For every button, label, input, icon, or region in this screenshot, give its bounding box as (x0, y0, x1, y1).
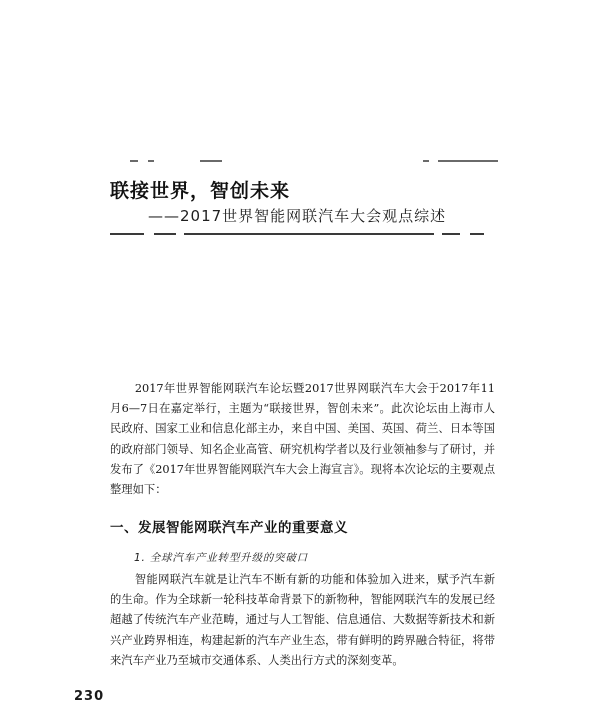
article-subtitle: ——2017世界智能网联汽车大会观点综述 (148, 207, 447, 225)
subsection-paragraph: 智能网联汽车就是让汽车不断有新的功能和体验加入进来，赋予汽车新的生命。作为全球新一轮科技革命背景下的新物种，智能网联汽车的发展已经超越了传统汽车产业范畴，通过与人工智能、信息通信、大数据等新技术和新兴产业跨界相连，构建起新的汽车产业生态，带有鲜明的跨界融合特征，将带来汽车产业乃至城市交通体系、人类出行方式的深刻变革。 (110, 573, 495, 667)
scan-header-marks (108, 160, 498, 164)
intro-paragraph: 2017年世界智能网联汽车论坛暨2017世界网联汽车大会于2017年11月6—7日在嘉定举行，主题为“联接世界，智创未来”。此次论坛由上海市人民政府、国家工业和信息化部主办，来自中国、美国、英国、荷兰、日本等国的政府部门领导、知名企业高管、研究机构学者以及行业领袖参与了研讨，并发布了《2017年世界智能网联汽车大会上海宣言》。现将本次论坛的主要观点整理如下： (110, 382, 495, 497)
section-heading: 一、发展智能网联汽车产业的重要意义 (110, 520, 348, 536)
title-divider (110, 233, 490, 236)
article-title: 联接世界，智创未来 (110, 180, 291, 202)
page-number: 230 (74, 690, 105, 701)
subsection-heading: 1. 全球汽车产业转型升级的突破口 (134, 552, 308, 564)
